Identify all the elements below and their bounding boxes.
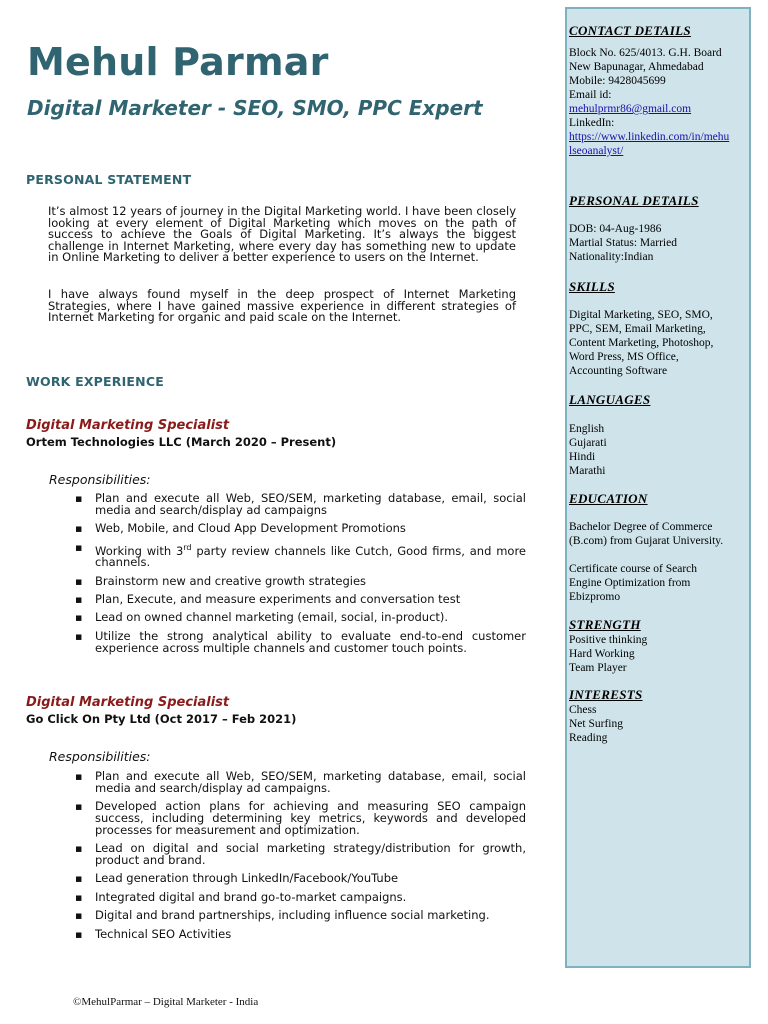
personal-details-section (569, 193, 755, 264)
address-line-2: New Bapunagar, Ahmedabad (569, 61, 704, 73)
list-item: ▪ Lead on owned channel marketing (email, social, in-product). (75, 612, 526, 624)
page-footer: ©MehulParmar – Digital Marketer - India (73, 996, 259, 1008)
email-link[interactable]: mehulprmr86@gmail.com (569, 103, 692, 115)
list-item: ▪ Technical SEO Activities (75, 929, 526, 941)
linkedin-link-line-1[interactable]: https://www.linkedin.com/in/mehu (569, 131, 730, 143)
job-1-company: Ortem Technologies LLC (March 2020 – Present) (26, 435, 337, 449)
contact-section (569, 23, 755, 158)
interests-heading: INTERESTS (569, 687, 643, 702)
degree-line: Bachelor Degree of Commerce (569, 521, 713, 533)
list-item: ▪ Utilize the strong analytical ability to evaluate end-to-end customer experience across multiple channels and customer touch points. (75, 631, 526, 655)
job-2-title: Digital Marketing Specialist (26, 695, 230, 710)
candidate-name: Mehul Parmar (27, 40, 329, 84)
list-item: ▪ Lead on digital and social marketing strategy/distribution for growth, product and brand. (75, 843, 526, 867)
strength-item: Hard Working (569, 648, 635, 660)
job-2-responsibilities-list (75, 771, 526, 947)
list-item: ▪ Integrated digital and brand go-to-market campaigns. (75, 892, 526, 904)
personal-statement-paragraph-1: It’s almost 12 years of journey in the Digital Marketing world. I have been closely looking at every element of Digital Marketing which moves on the path of success to achieve the Goals of Digital Marketing. It’s always the biggest challenge in Internet Marketing, where every day has something new to update in Online Marketing to deliver a better experience to users on the Internet. (48, 204, 516, 265)
list-item: ▪ Working with 3rd party review channels like Cutch, Good firms, and more channels. (75, 542, 526, 569)
email-label: Email id: (569, 89, 612, 101)
list-item: ▪ Plan, Execute, and measure experiments and conversation test (75, 594, 526, 606)
address-line-1: Block No. 625/4013. G.H. Board (569, 47, 722, 59)
job-1-responsibilities-list (75, 493, 526, 661)
education-heading: EDUCATION (569, 491, 648, 506)
date-of-birth: DOB: 04-Aug-1986 (569, 223, 662, 235)
candidate-title: Digital Marketer - SEO, SMO, PPC Expert (27, 96, 483, 120)
ordinal-suffix: rd (183, 542, 192, 552)
education-section (569, 491, 755, 604)
certificate-line: Ebizpromo (569, 591, 621, 603)
strength-section (569, 617, 755, 675)
skills-line: Accounting Software (569, 365, 668, 377)
mobile-number: Mobile: 9428045699 (569, 75, 666, 87)
list-item: ▪ Lead generation through LinkedIn/Facebook/YouTube (75, 873, 526, 885)
job-2-responsibilities-label: Responsibilities: (49, 749, 151, 764)
nationality: Nationality:Indian (569, 251, 654, 263)
strength-heading: STRENGTH (569, 617, 641, 632)
linkedin-label: LinkedIn: (569, 117, 615, 129)
linkedin-link-line-2[interactable]: lseoanalyst/ (569, 145, 624, 157)
skills-line: Content Marketing, Photoshop, (569, 337, 714, 349)
personal-statement-paragraph-2: I have always found myself in the deep prospect of Internet Marketing Strategies, where I have gained massive experience in different strategies of Internet Marketing for organic and paid scale on the Internet. (48, 287, 516, 325)
personal-statement-heading: PERSONAL STATEMENT (26, 172, 192, 187)
interest-item: Chess (569, 704, 597, 716)
skills-line: Digital Marketing, SEO, SMO, (569, 309, 713, 321)
contact-heading: CONTACT DETAILS (569, 23, 691, 38)
languages-section (569, 392, 755, 478)
list-item: ▪ Plan and execute all Web, SEO/SEM, marketing database, email, social media and search/display ad campaigns (75, 493, 526, 517)
job-1-title: Digital Marketing Specialist (26, 418, 230, 433)
certificate-line: Engine Optimization from (569, 577, 691, 589)
language-item: Hindi (569, 451, 596, 463)
interests-section (569, 687, 755, 745)
language-item: English (569, 423, 605, 435)
list-item: ▪ Web, Mobile, and Cloud App Development Promotions (75, 523, 526, 535)
certificate-line: Certificate course of Search (569, 563, 698, 575)
interest-item: Net Surfing (569, 718, 623, 730)
job-1-responsibilities-label: Responsibilities: (49, 472, 151, 487)
skills-section (569, 279, 755, 378)
list-item: ▪ Plan and execute all Web, SEO/SEM, marketing database, email, social media and search/display ad campaigns. (75, 771, 526, 795)
skills-line: PPC, SEM, Email Marketing, (569, 323, 706, 335)
strength-item: Positive thinking (569, 634, 648, 646)
marital-status: Martial Status: Married (569, 237, 677, 249)
degree-line: (B.com) from Gujarat University. (569, 535, 724, 547)
skills-line: Word Press, MS Office, (569, 351, 679, 363)
list-item: ▪ Developed action plans for achieving and measuring SEO campaign success, including determining key metrics, keywords and developed processes for measurement and optimization. (75, 801, 526, 836)
list-item: ▪ Digital and brand partnerships, including influence social marketing. (75, 910, 526, 922)
list-item: ▪ Brainstorm new and creative growth strategies (75, 576, 526, 588)
job-2-company: Go Click On Pty Ltd (Oct 2017 – Feb 2021) (26, 712, 297, 726)
strength-item: Team Player (569, 662, 627, 674)
language-item: Marathi (569, 465, 606, 477)
languages-heading: LANGUAGES (569, 392, 651, 407)
interest-item: Reading (569, 732, 608, 744)
personal-details-heading: PERSONAL DETAILS (569, 193, 699, 208)
language-item: Gujarati (569, 437, 607, 449)
skills-heading: SKILLS (569, 279, 615, 294)
work-experience-heading: WORK EXPERIENCE (26, 374, 164, 389)
